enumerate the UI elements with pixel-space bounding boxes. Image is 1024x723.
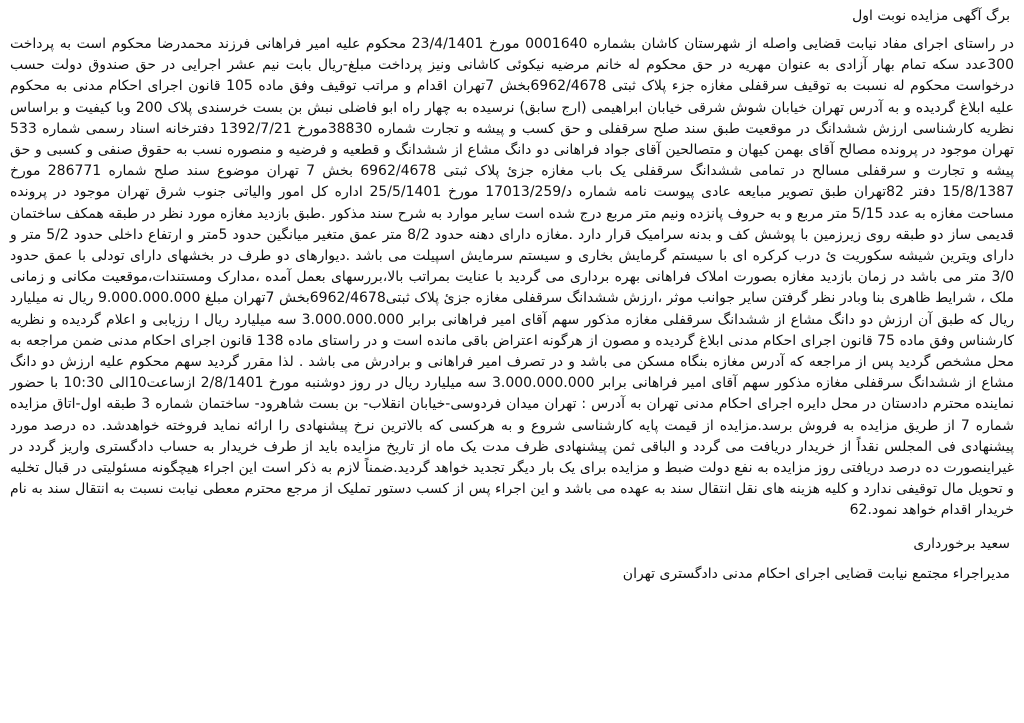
auction-notice — [8, 6, 1016, 718]
signatory-title: مدیراجراء مجتمع نیابت قضایی اجرای احکام مدنی دادگستری تهران — [622, 565, 1010, 582]
signatory-name: سعید برخورداری — [913, 535, 1010, 552]
notice-body: در راستای اجرای مفاد نیابت قضایی واصله از شهرستان کاشان بشماره 0001640 مورخ 23/4/1401 محکوم علیه امیر فراهانی فرزند محمدرضا محکوم است به پرداخت 300عدد سکه تمام بهار آزادی به عنوان مهریه در حق محکوم له خانم مرضیه نیکوئی کاشانی ونیز پرداخت مبلغ-ریال بابت نیم عشر اجرایی در حق صندوق دولت حسب درخواست محکوم له نسبت به توقیف سرقفلی مغازه جزء پلاک ثبتی 6962/4678بخش 7تهران اقدام و مراتب توقیف وفق ماده 105 قانون اجرای احکام مدنی به محکوم علیه ابلاغ گردیده و به آدرس تهران خیابان شوش شرقی خیابان ابراهیمی (ارج سابق) نرسیده به چهار راه ابو فاضلی نبش بن بست خرسندی پلاک 200 وبا کیفیت و براساس نظریه کارشناسی ارزش ششدانگ در موقعیت طبق سند صلح سرقفلی و حق کسب و پیشه و تجارت شماره 38830مورخ 1392/7/21 دفترخانه اسناد رسمی شماره 533 تهران موجود در پرونده مصالح آقای بهمن کیهان و متصالحین آقای جواد فراهانی دو دانگ مشاع از ششدانگ و قطعیه و فرضیه و منصوره نسب به حقوق صنفی و کسبی و حق پیشه و تجارت و سرقفلی مسالح در تمامی ششدانگ سرقفلی یک باب مغازه جزئ پلاک ثبتی 6962/4678 بخش 7 تهران موضوع سند صلح شماره 286771 مورخ 15/8/1387 دفتر 82تهران طبق تصویر مبایعه عادی پیوست نامه شماره د/17013/259 مورخ 25/5/1401 اداره کل امور والیاتی جنوب شرق تهران موجود در پرونده مساحت مغازه به عدد 5/15 متر مربع و به حروف پانزده ونیم متر مربع درج شده است سایر موارد به شرح سند مذکور .طبق بازدید مغازه مورد نظر در طبقه همکف ساختمان قدیمی ساز دو طبقه روی زیرزمین با پوشش کف و بدنه سرامیک قرار دارد .مغازه دارای دهنه حدود 8/2 متر عمق متغیر میانگین حدود 5متر و ارتفاع داخلی حدود 5/2 متر و دارای ویترین شیشه سکوریت ئ درب کرکره ای با سیستم گرمایش بخاری و سیستم سرمایش اسپیلت می باشد .دیوارهای دو طرف در بخشهای دارای تودلی با عمق حدود 3/0 متر می باشد در زمان بازدید مغازه بصورت املاک فراهانی بهره برداری می گردید با عنایت بمراتب بالا،بررسهای بعمل آمده ،مدارک ومستندات،موقعیت مکانی و زمانی ملک ، شرایط ظاهری بنا وبادر نظر گرفتن سایر جوانب موثر ،ارزش ششدانگ سرقفلی مغازه جزئ پلاک ثبتی6962/4678بخش 7تهران مبلغ 9.000.000.000 ریال نه میلیارد ریال که طبق آن ارزش دو دانگ مشاع از ششدانگ سرقفلی مغازه مذکور سهم آقای امیر فراهانی برابر 3.000.000.000 سه میلیارد ریال ا رزیابی و اعلام گردیده و نظریه کارشناس وفق ماده 75 قانون اجرای احکام مدنی ابلاغ گردیده و مصون از هرگونه اعتراض باقی مانده است و در راستای ماده 138 قانون اجرای احکام مدنی ضمن مراجعه به محل مشخص گردید پس از مراجعه که آدرس مغازه بنگاه مسکن می باشد و در تصرف امیر فراهانی و برادرش می باشد . لذا مقرر گردید سهم محکوم علیه ارزش دو دانگ مشاع از ششدانگ سرقفلی مغازه مذکور سهم آقای امیر فراهانی برابر 3.000.000.000 سه میلیارد ریال در روز دوشنبه مورخ 2/8/1401 ازساعت10الی 10:30 با حضور نماینده محترم دادستان در محل دایره اجرای احکام مدنی تهران به آدرس : تهران میدان فردوسی-خیابان انقلاب- بن بست شاهرود- ساختمان شماره 3 طبقه اول-اتاق مزایده شماره 7 از طریق مزایده به فروش برسد.مزایده از قیمت پایه کارشناسی شروع و به هرکسی که بالاترین نرخ پیشنهادی را ارائه نماید فروخته خواهدشد. ده درصد مورد پیشنهادی فی المجلس نقداً از خریدار دریافت می گردد و الباقی ثمن پیشنهادی ظرف مدت یک ماه از تاریخ مزایده باید از طرف خریدار به حساب دادگستری واریز گردد در غیراینصورت ده درصد دریافتی روز مزایده به نفع دولت ضبط و مزایده برای یک بار دیگر تجدید خواهد گردید.ضمناً لازم به ذکر است این اجراء هیچگونه مسئولیتی در قبال تخلیه و تحویل مال توقیفی ندارد و کلیه هزینه های نقل انتقال سند به عهده می باشد و این اجراء پس از کسب دستور تملیک از مرجع محترم معطی نیابت نسبت به انتقال سند به نام خریدار اقدام خواهد نمود.62 — [10, 36, 1015, 519]
notice-title: برگ آگهی مزایده نوبت اول — [852, 8, 1010, 24]
